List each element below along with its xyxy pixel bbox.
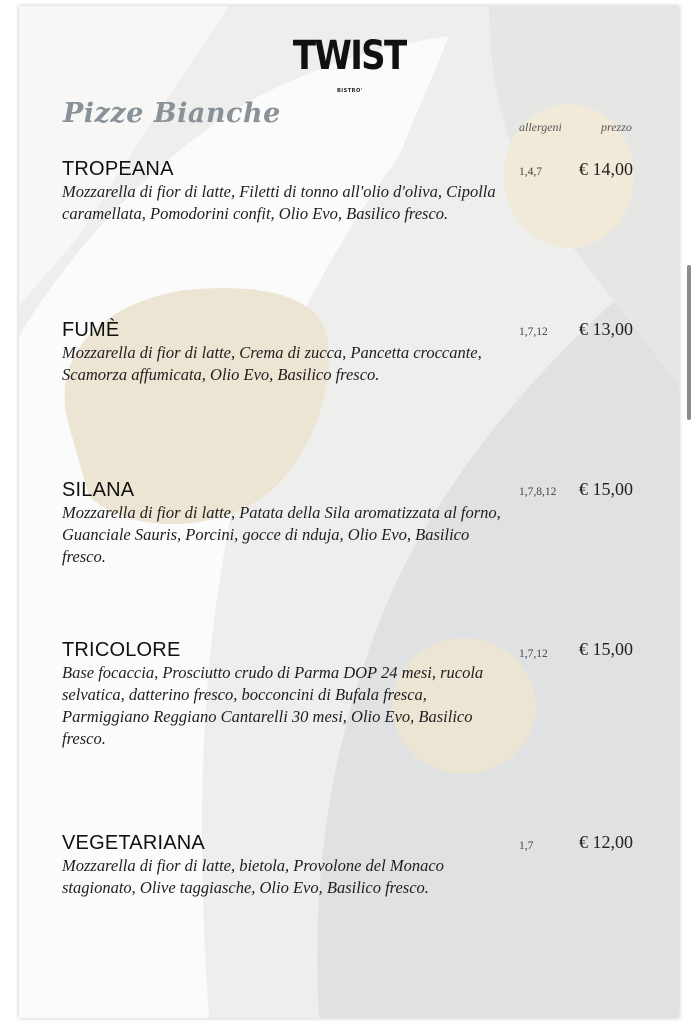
item-name: FUMÈ xyxy=(62,319,120,341)
scrollbar-thumb[interactable] xyxy=(687,265,691,420)
brand-name: TWIST xyxy=(292,33,406,79)
item-description: Mozzarella di fior di latte, bietola, Provolone del Monaco stagionato, Olive taggiasche, Olio Evo, Basilico fresco. xyxy=(62,856,444,897)
item-allergens: 1,7 xyxy=(519,840,534,852)
allergens-column-header: allergeni xyxy=(519,120,562,134)
item-description: Mozzarella di fior di latte, Crema di zucca, Pancetta croccante, Scamorza affumicata, Olio Evo, Basilico fresco. xyxy=(62,343,482,384)
item-description: Mozzarella di fior di latte, Patata della Sila aromatizzata al forno, Guanciale Sauris, Porcini, gocce di nduja, Olio Evo, Basilico fresco. xyxy=(62,503,501,566)
item-price: € 15,00 xyxy=(579,639,633,659)
price-column-header: prezzo xyxy=(601,120,632,134)
item-name: TRICOLORE xyxy=(62,639,181,661)
item-allergens: 1,4,7 xyxy=(519,166,542,178)
item-allergens: 1,7,12 xyxy=(519,326,548,338)
item-description: Mozzarella di fior di latte, Filetti di tonno all'olio d'oliva, Cipolla caramellata, Pomodorini confit, Olio Evo, Basilico fresco. xyxy=(62,182,496,223)
item-name: VEGETARIANA xyxy=(62,832,205,854)
menu-item xyxy=(62,318,512,386)
item-allergens: 1,7,8,12 xyxy=(519,486,557,498)
item-price: € 14,00 xyxy=(579,159,633,179)
item-description: Base focaccia, Prosciutto crudo di Parma DOP 24 mesi, rucola selvatica, datterino fresco, bocconcini di Bufala fresca, Parmiggiano Reggiano Cantarelli 30 mesi, Olio Evo, Basilico fresco. xyxy=(62,663,484,748)
item-price: € 13,00 xyxy=(579,319,633,339)
menu-item xyxy=(62,157,512,225)
menu-item xyxy=(62,478,512,568)
item-allergens: 1,7,12 xyxy=(519,648,548,660)
item-price: € 12,00 xyxy=(579,832,633,852)
menu-item xyxy=(62,638,512,750)
section-title: Pizze Bianche xyxy=(63,98,281,129)
brand-subtitle: BISTRO' xyxy=(337,88,363,94)
item-name: SILANA xyxy=(62,479,135,501)
menu-item xyxy=(62,831,512,899)
menu-page xyxy=(19,6,679,1018)
brand-logo xyxy=(19,33,679,79)
item-price: € 15,00 xyxy=(579,479,633,499)
item-name: TROPEANA xyxy=(62,158,174,180)
